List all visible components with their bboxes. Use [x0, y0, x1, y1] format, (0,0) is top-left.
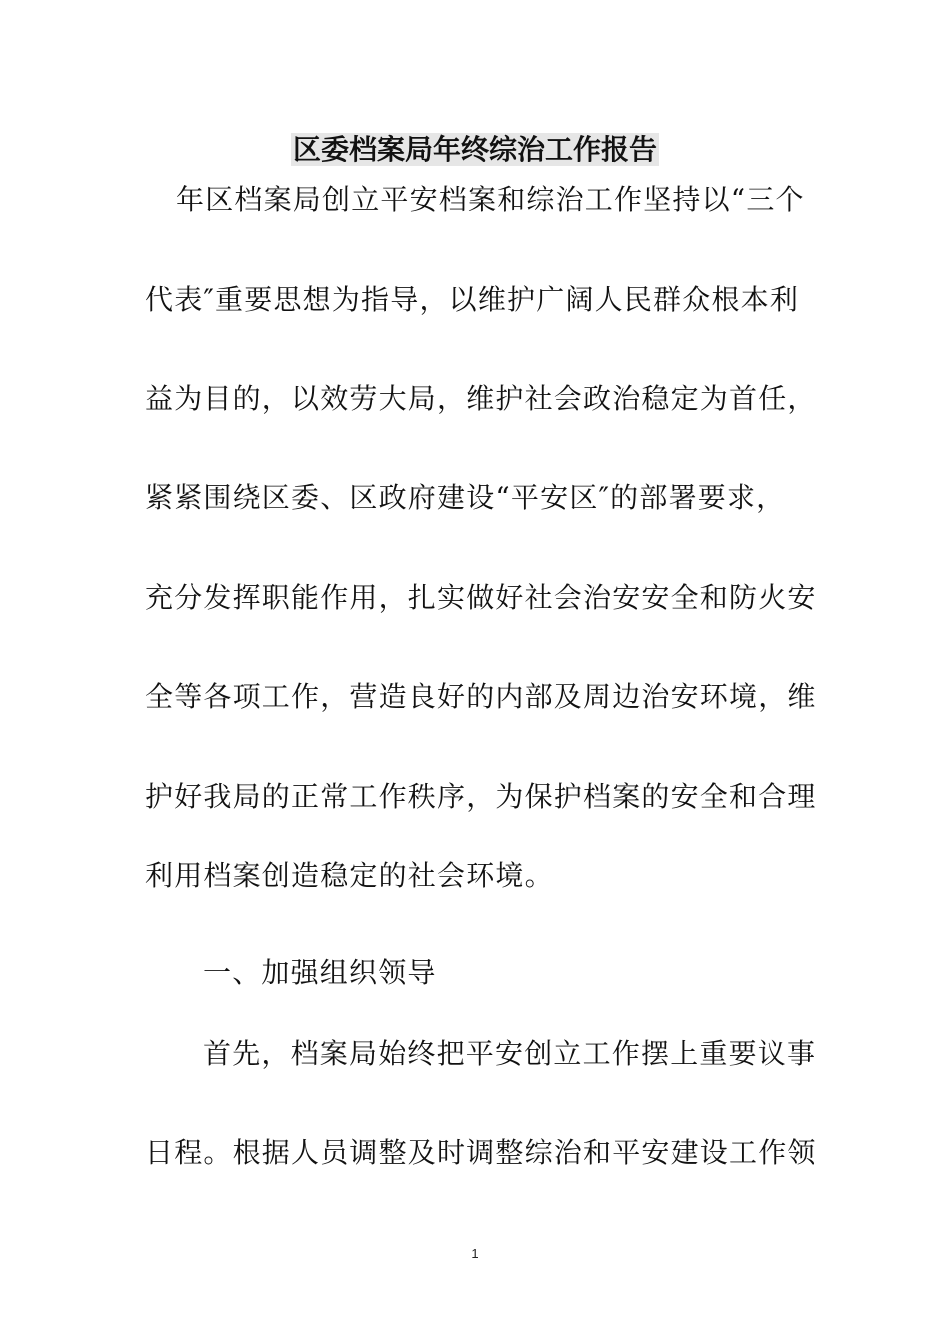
paragraph-line: 护好我局的正常工作秩序，为保护档案的安全和合理: [145, 780, 817, 813]
section-heading: 一、加强组织领导: [203, 956, 437, 989]
page-number: 1: [471, 1246, 479, 1261]
paragraph-line: 紧紧围绕区委、区政府建设“平安区″的部署要求，: [145, 481, 786, 514]
paragraph-line: 代表″重要思想为指导，以维护广阔人民群众根本利: [145, 283, 800, 316]
paragraph-line: 充分发挥职能作用，扎实做好社会治安安全和防火安: [145, 581, 817, 614]
paragraph-line: 利用档案创造稳定的社会环境。: [145, 859, 554, 892]
paragraph-line: 日程。根据人员调整及时调整综治和平安建设工作领: [145, 1136, 817, 1169]
paragraph-line: 首先，档案局始终把平安创立工作摆上重要议事: [203, 1037, 817, 1070]
document-title: [0, 130, 950, 170]
document-title-text: 区委档案局年终综治工作报告: [292, 133, 657, 166]
paragraph-line: 年区档案局创立平安档案和综治工作坚持以“三个: [176, 183, 805, 216]
paragraph-line: 益为目的，以效劳大局，维护社会政治稳定为首任，: [145, 382, 817, 415]
paragraph-line: 全等各项工作，营造良好的内部及周边治安环境，维: [145, 680, 817, 713]
